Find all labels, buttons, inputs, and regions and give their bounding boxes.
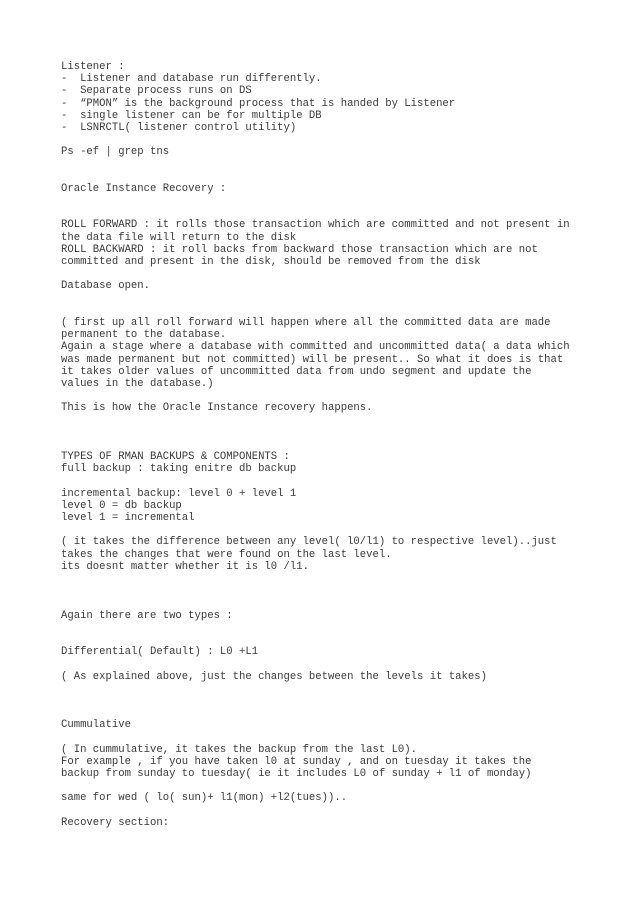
grep-command: Ps -ef | grep tns <box>61 146 170 159</box>
listener-heading: Listener : <box>61 61 125 73</box>
explanation-line: values in the database.) <box>61 377 214 390</box>
roll-forward-line: the data file will return to the disk <box>61 231 297 244</box>
cumulative-note-line: ( In cummulative, it takes the backup from the last L0). <box>61 743 418 756</box>
roll-backward-line: ROLL BACKWARD : it roll backs from backward those transaction which are not <box>61 243 538 256</box>
recovery-section-heading: Recovery section: <box>61 816 170 829</box>
roll-backward-line: committed and present in the disk, should be removed from the disk <box>61 256 481 269</box>
same-for-wed-line: same for wed ( lo( sun)+ l1(mon) +l2(tues)).. <box>61 792 348 805</box>
cumulative-heading: Cummulative <box>61 719 131 732</box>
explanation-line: was made permanent but not committed) will be present.. So what it does is that <box>61 353 564 366</box>
incremental-line: incremental backup: level 0 + level 1 <box>61 487 297 500</box>
difference-line: takes the changes that were found on the last level. <box>61 548 392 561</box>
listener-item: - “PMON” is the background process that is handed by Listener <box>61 97 456 110</box>
incremental-line: level 0 = db backup <box>61 499 182 512</box>
two-types-line: Again there are two types : <box>61 609 233 622</box>
full-backup-line: full backup : taking enitre db backup <box>61 463 297 476</box>
document-body <box>61 61 591 829</box>
explanation-line: ( first up all roll forward will happen where all the committed data are made <box>61 316 551 329</box>
recovery-summary: This is how the Oracle Instance recovery happens. <box>61 402 373 415</box>
rman-heading: TYPES OF RMAN BACKUPS & COMPONENTS : <box>61 451 290 464</box>
cumulative-note-line: For example , if you have taken l0 at sunday , and on tuesday it takes the <box>61 755 532 768</box>
explanation-line: permanent to the database. <box>61 329 227 342</box>
recovery-heading: Oracle Instance Recovery : <box>61 182 227 195</box>
cumulative-note-line: backup from sunday to tuesday( ie it includes L0 of sunday + l1 of monday) <box>61 768 532 781</box>
differential-line: Differential( Default) : L0 +L1 <box>61 646 259 659</box>
explanation-line: Again a stage where a database with committed and uncommitted data( a data which <box>61 341 570 354</box>
listener-item: - single listener can be for multiple DB <box>61 109 322 122</box>
listener-item: - Listener and database run differently. <box>61 73 322 86</box>
listener-item: - Separate process runs on DS <box>61 85 252 98</box>
difference-line: its doesnt matter whether it is l0 /l1. <box>61 560 309 573</box>
roll-forward-line: ROLL FORWARD : it rolls those transaction which are committed and not present in <box>61 219 570 232</box>
explanation-line: it takes older values of uncommitted data from undo segment and update the <box>61 365 532 378</box>
differential-note: ( As explained above, just the changes between the levels it takes) <box>61 670 487 683</box>
database-open: Database open. <box>61 280 151 293</box>
incremental-line: level 1 = incremental <box>61 512 195 525</box>
difference-line: ( it takes the difference between any level( l0/l1) to respective level)..just <box>61 536 557 549</box>
listener-item: - LSNRCTL( listener control utility) <box>61 121 297 134</box>
